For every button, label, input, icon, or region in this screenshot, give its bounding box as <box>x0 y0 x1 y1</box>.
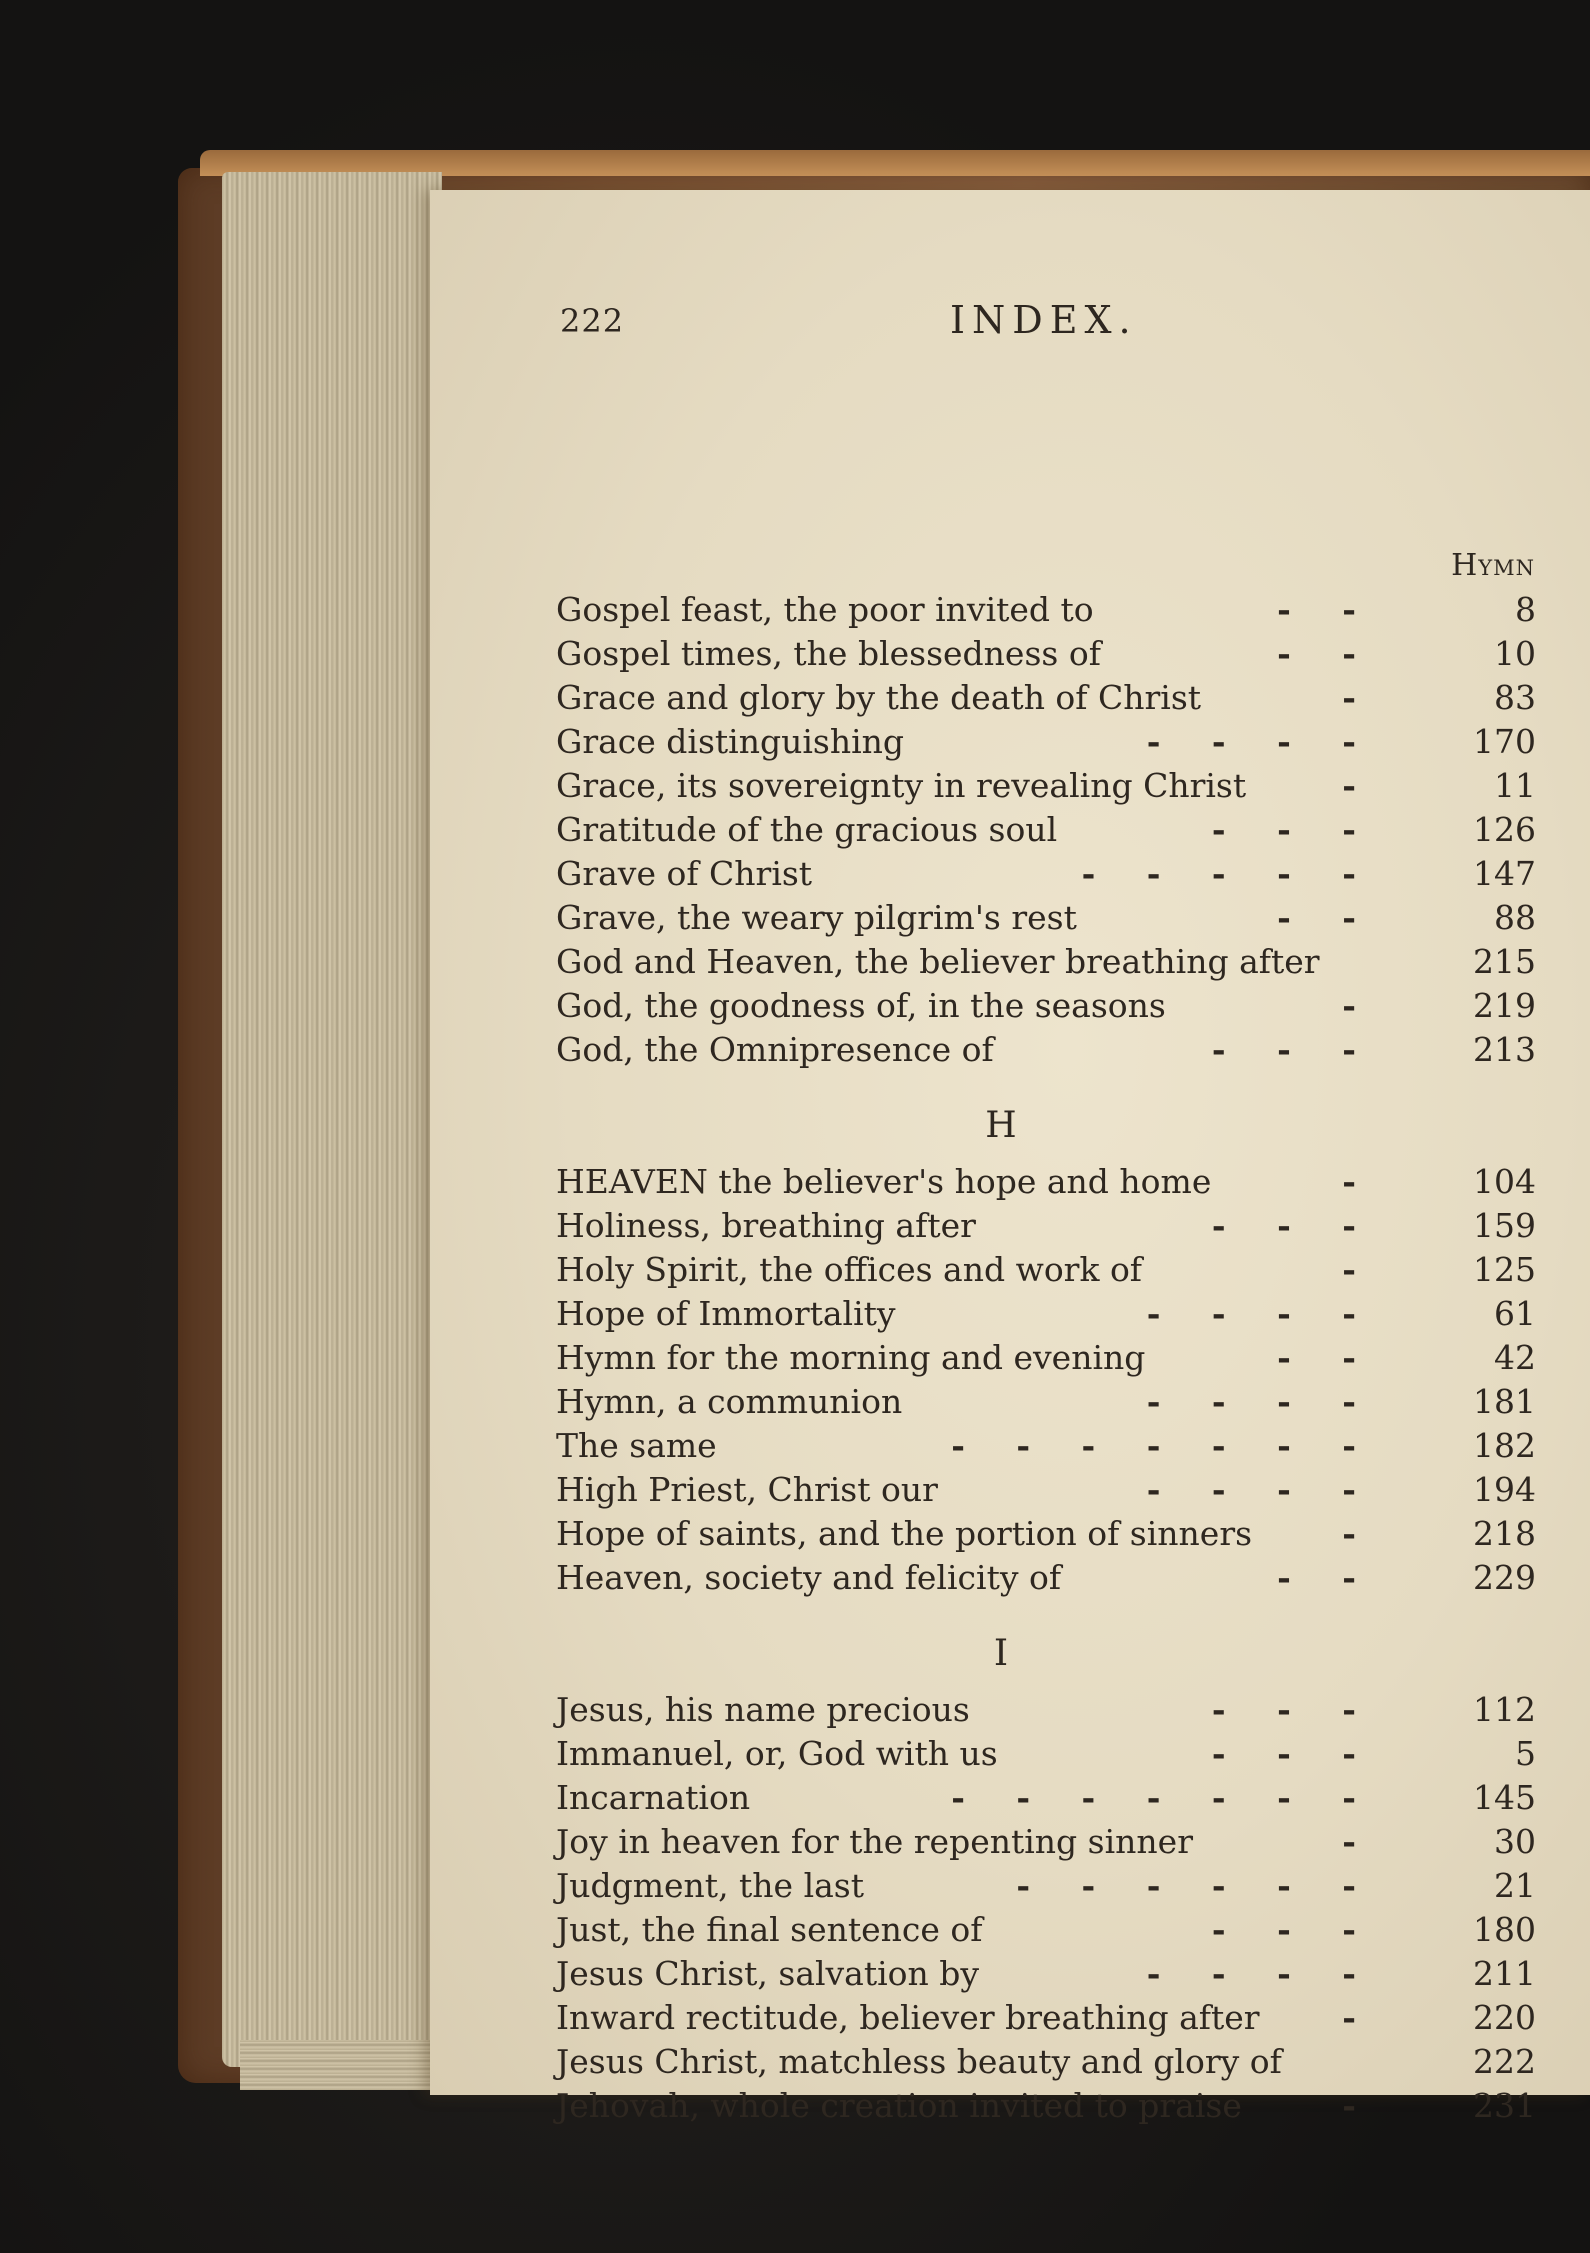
index-entry <box>556 588 1536 632</box>
entry-title: Heaven, society and felicity of <box>556 1558 1062 1597</box>
hymn-number: 231 <box>1473 2086 1536 2125</box>
leader-dashes: - <box>1342 766 1376 805</box>
entry-title: High Priest, Christ our <box>556 1470 938 1509</box>
leader-dashes: - - - - - - - <box>951 1426 1376 1465</box>
leader-dashes: - - - <box>1211 810 1376 849</box>
leader-dashes: - - - - - <box>1081 854 1376 893</box>
entry-title: HEAVEN the believer's hope and home <box>556 1162 1212 1201</box>
index-entry <box>556 1468 1536 1512</box>
leader-dashes: - - <box>1277 898 1376 937</box>
index-entry <box>556 1380 1536 1424</box>
index-entry <box>556 1864 1536 1908</box>
running-title: INDEX. <box>950 298 1138 342</box>
index-entry <box>556 1820 1536 1864</box>
entry-title: God and Heaven, the believer breathing after <box>556 942 1320 981</box>
leader-dashes: - - - - <box>1146 1382 1376 1421</box>
leader-dashes: - - - - <box>1146 722 1376 761</box>
entry-title: God, the Omnipresence of <box>556 1030 994 1069</box>
index-entry <box>556 1732 1536 1776</box>
page-header <box>430 298 1590 362</box>
index-entry <box>556 632 1536 676</box>
hymn-number: 222 <box>1473 2042 1536 2081</box>
hymn-number: 213 <box>1473 1030 1536 1069</box>
entry-title: Gospel times, the blessedness of <box>556 634 1101 673</box>
leader-dashes: - - - - - - <box>1016 1866 1376 1905</box>
entry-title: Hymn, a communion <box>556 1382 903 1421</box>
leader-dashes: - <box>1342 1162 1376 1201</box>
entry-title: Hope of Immortality <box>556 1294 896 1333</box>
index-entry <box>556 1204 1536 1248</box>
index-entry <box>556 1336 1536 1380</box>
index-entry <box>556 1292 1536 1336</box>
leader-dashes: - - <box>1277 1558 1376 1597</box>
index-entry <box>556 1424 1536 1468</box>
entry-title: Gospel feast, the poor invited to <box>556 590 1094 629</box>
index-entry <box>556 764 1536 808</box>
index-entry <box>556 852 1536 896</box>
entry-title: Hymn for the morning and evening <box>556 1338 1146 1377</box>
leader-dashes: - - - - <box>1146 1470 1376 1509</box>
hymn-number: 219 <box>1473 986 1536 1025</box>
entry-title: Inward rectitude, believer breathing after <box>556 1998 1260 2037</box>
hymn-column-label: Hymn <box>1451 548 1535 583</box>
leader-dashes: - - - <box>1211 1734 1376 1773</box>
hymn-number: 5 <box>1515 1734 1536 1773</box>
leader-dashes: - <box>1342 678 1376 717</box>
leader-dashes: - <box>1342 2086 1376 2125</box>
entry-title: Incarnation <box>556 1778 751 1817</box>
hymn-number: 220 <box>1473 1998 1536 2037</box>
leader-dashes: - - - - <box>1146 1954 1376 1993</box>
hymn-number: 42 <box>1494 1338 1536 1377</box>
entry-title: Immanuel, or, God with us <box>556 1734 998 1773</box>
hymn-number: 182 <box>1473 1426 1536 1465</box>
index-entry <box>556 1776 1536 1820</box>
index-page <box>430 190 1590 2125</box>
index-entry <box>556 676 1536 720</box>
index-entry <box>556 1952 1536 1996</box>
entry-title: Grave, the weary pilgrim's rest <box>556 898 1077 937</box>
leader-dashes: - - - <box>1211 1910 1376 1949</box>
leader-dashes: - <box>1342 1822 1376 1861</box>
hymn-number: 181 <box>1473 1382 1536 1421</box>
leader-dashes: - - - <box>1211 1030 1376 1069</box>
leader-dashes: - - - <box>1211 1206 1376 1245</box>
hymn-number: 30 <box>1494 1822 1536 1861</box>
section-letter: H <box>985 1105 1017 1146</box>
entry-title: Joy in heaven for the repenting sinner <box>556 1822 1193 1861</box>
index-entry <box>556 1512 1536 1556</box>
leader-dashes: - - - - - - - <box>951 1778 1376 1817</box>
hymn-number: 211 <box>1473 1954 1536 1993</box>
index-entry <box>556 2084 1536 2128</box>
hymn-number: 194 <box>1473 1470 1536 1509</box>
hymn-number: 145 <box>1473 1778 1536 1817</box>
hymn-number: 83 <box>1494 678 1536 717</box>
index-entry <box>556 1556 1536 1600</box>
page-edges <box>222 172 442 2067</box>
index-entry <box>556 940 1536 984</box>
entry-title: Holiness, breathing after <box>556 1206 976 1245</box>
index-entry <box>556 1688 1536 1732</box>
index-entry <box>556 1160 1536 1204</box>
hymn-number: 170 <box>1473 722 1536 761</box>
leader-dashes: - - <box>1277 1338 1376 1377</box>
hymn-number: 104 <box>1473 1162 1536 1201</box>
entry-title: Grace distinguishing <box>556 722 905 761</box>
hymn-number: 218 <box>1473 1514 1536 1553</box>
hymn-number: 112 <box>1473 1690 1536 1729</box>
hymn-number: 180 <box>1473 1910 1536 1949</box>
leader-dashes: - <box>1342 1514 1376 1553</box>
index-entry <box>556 896 1536 940</box>
hymn-number: 11 <box>1494 766 1536 805</box>
index-entry <box>556 1996 1536 2040</box>
index-entry <box>556 1908 1536 1952</box>
hymn-number: 126 <box>1473 810 1536 849</box>
entry-title: Gratitude of the gracious soul <box>556 810 1058 849</box>
index-entry <box>556 808 1536 852</box>
index-entry <box>556 2040 1536 2084</box>
hymn-number: 215 <box>1473 942 1536 981</box>
entry-title: Grace, its sovereignty in revealing Christ <box>556 766 1247 805</box>
hymn-number: 8 <box>1515 590 1536 629</box>
hymn-number: 10 <box>1494 634 1536 673</box>
leader-dashes: - <box>1342 1250 1376 1289</box>
index-entry <box>556 984 1536 1028</box>
entry-title: Jesus Christ, matchless beauty and glory of <box>556 2042 1282 2081</box>
hymn-number: 229 <box>1473 1558 1536 1597</box>
index-entry <box>556 720 1536 764</box>
entry-title: Jesus Christ, salvation by <box>556 1954 980 1993</box>
hymn-number: 159 <box>1473 1206 1536 1245</box>
index-entry <box>556 1028 1536 1072</box>
leader-dashes: - - - <box>1211 1690 1376 1729</box>
leader-dashes: - - - - <box>1146 1294 1376 1333</box>
entry-title: Grave of Christ <box>556 854 813 893</box>
leader-dashes: - - <box>1277 634 1376 673</box>
entry-title: Jehovah, whole creation invited to praise <box>556 2086 1242 2125</box>
leader-dashes: - - <box>1277 590 1376 629</box>
entry-title: Jesus, his name precious <box>556 1690 970 1729</box>
hymn-number: 21 <box>1494 1866 1536 1905</box>
leader-dashes: - <box>1342 986 1376 1025</box>
hymn-number: 147 <box>1473 854 1536 893</box>
hymn-number: 125 <box>1473 1250 1536 1289</box>
entry-title: The same <box>556 1426 717 1465</box>
index-entry <box>556 1248 1536 1292</box>
leader-dashes: - <box>1342 1998 1376 2037</box>
entry-title: Just, the final sentence of <box>556 1910 983 1949</box>
entry-title: Holy Spirit, the offices and work of <box>556 1250 1143 1289</box>
page-number: 222 <box>560 302 625 340</box>
section-letter: I <box>993 1633 1009 1674</box>
entry-title: Hope of saints, and the portion of sinners <box>556 1514 1253 1553</box>
entry-title: Grace and glory by the death of Christ <box>556 678 1202 717</box>
entry-title: God, the goodness of, in the seasons <box>556 986 1166 1025</box>
index-entries <box>556 588 1536 2128</box>
entry-title: Judgment, the last <box>556 1866 865 1905</box>
hymn-number: 88 <box>1494 898 1536 937</box>
hymn-number: 61 <box>1494 1294 1536 1333</box>
